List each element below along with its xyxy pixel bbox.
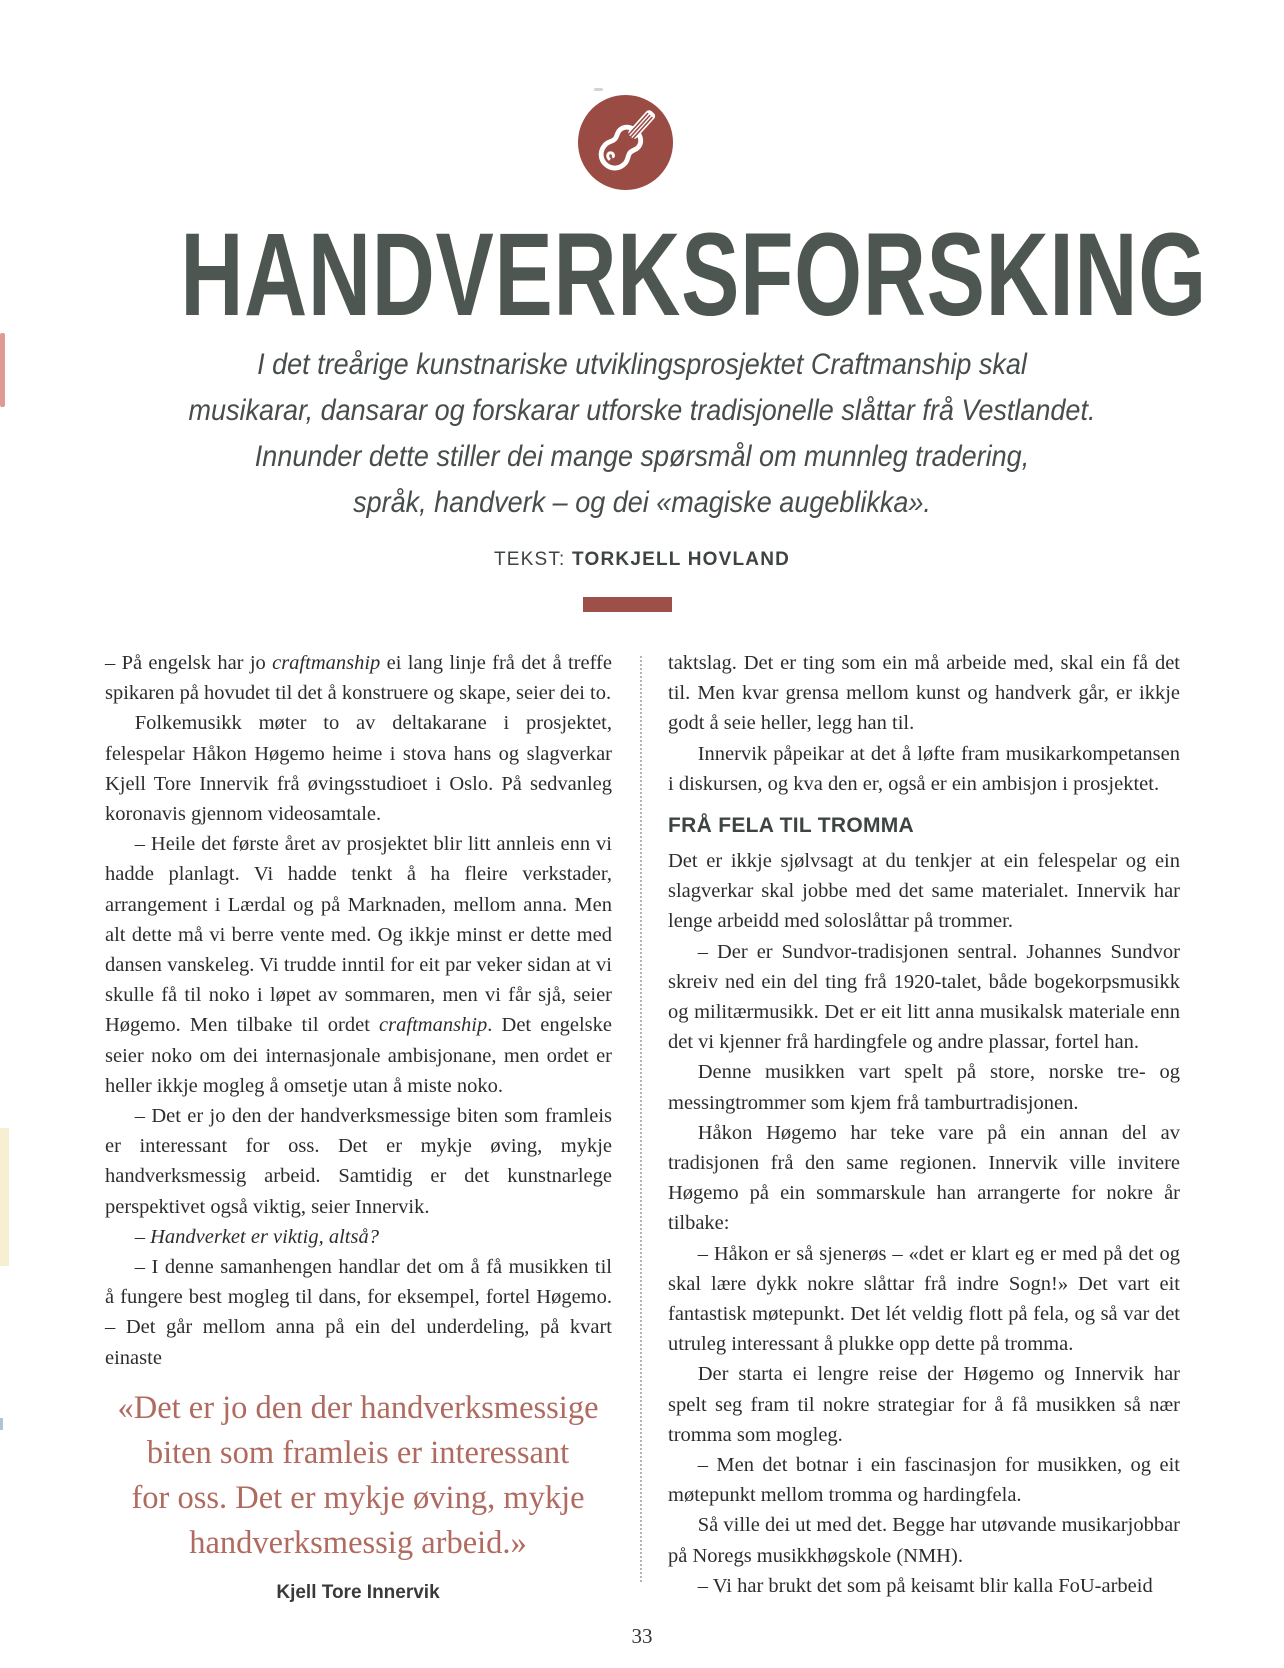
standfirst-line: I det treårige kunstnariske utviklingsprosjektet Craftmanship skal (257, 348, 1027, 381)
paragraph: taktslag. Det er ting som ein må arbeide med, skal ein få det til. Men kvar grensa mellom kunst og handverk går, er ikkje godt å seie heller, legg han til. (668, 652, 1180, 735)
fiddle-icon (577, 94, 674, 191)
article-title: HANDVERKSFORSKING (180, 209, 1207, 341)
section-heading: FRÅ FELA TIL TROMMA (668, 814, 915, 838)
scan-artifact-blue-mark (0, 1418, 3, 1430)
pull-quote-text (64, 1386, 652, 1566)
paragraph: Så ville dei ut med det. Begge har utøvande musikarjobbar på Noregs musikkhøgskole (NMH). (668, 1514, 1180, 1567)
paragraph: Innervik påpeikar at det å løfte fram musikarkompetansen i diskursen, og kva den er, også er ein ambisjon i prosjektet. (668, 742, 1180, 795)
paragraph: Folkemusikk møter to av deltakarane i prosjektet, felespelar Håkon Høgemo heime i stova hans og slagverkar Kjell Tore Innervik frå øvingsstudioet i Oslo. På sedvanleg koronavis gjennom videosamtale. (105, 712, 612, 826)
byline-label: TEKST: (493, 549, 566, 570)
standfirst-line: språk, handverk – og dei «magiske augeblikka». (353, 486, 931, 519)
paragraph: Denne musikken vart spelt på store, norske tre- og messingtrommer som kjem frå tamburtradisjonen. (668, 1061, 1180, 1114)
standfirst-line: Innunder dette stiller dei mange spørsmål om munnleg tradering, (254, 440, 1030, 473)
paragraph: – I denne samanhengen handlar det om å få musikken til å fungere best mogleg til dans, for eksempel, fortel Høgemo. – Det går mellom anna på ein del underdeling, på kvart einaste (105, 1256, 612, 1369)
paragraph: – Handverket er viktig, altså? (134, 1225, 379, 1248)
pull-quote-line: «Det er jo den der handverksmessige (117, 1390, 599, 1426)
byline-name: TORKJELL HOVLAND (572, 549, 791, 570)
pull-quote (64, 1386, 652, 1604)
paragraph: – Heile det første året av prosjektet blir litt annleis enn vi hadde planlagt. Vi hadde tenkt å ha fleire verkstader, arrangement i Lærdal og på Marknaden, mellom anna. Men alt dette må vi berre vente med. Og ikkje minst er dette med dansen vanskeleg. Vi trudde inntil for eit par veker sidan at vi skulle få til noko i løpet av sommaren, men vi får sjå, seier Høgemo. Men tilbake til ordet craftmanship. Det engelske seier noko om dei internasjonale ambisjonane, men ordet er heller ikkje mogleg å omsetje utan å miste noko. (105, 833, 612, 1097)
standfirst-line: musikarar, dansarar og forskarar utforske tradisjonelle slåttar frå Vestlandet. (188, 394, 1096, 427)
body-column-left (105, 648, 612, 1373)
paragraph: – Håkon er så sjenerøs – «det er klart eg er med på det og skal lære dykk nokre slåttar frå indre Sogn!» Det vart eit fantastisk møtepunkt. Det lét veldig flott på fela, og så var det utruleg interessant å plukke opp dette på tromma. (668, 1242, 1180, 1356)
page-number: 33 (631, 1624, 653, 1648)
section-logo (577, 94, 674, 191)
scan-artifact-cream-patch (0, 1128, 9, 1266)
paragraph: – Vi har brukt det som på keisamt blir kalla FoU-arbeid (697, 1574, 1153, 1597)
pull-quote-line: handverksmessig arbeid.» (189, 1525, 527, 1561)
byline (0, 549, 1284, 571)
paragraph: Håkon Høgemo har teke vare på ein annan del av tradisjonen frå den same regionen. Innervik ville invitere Høgemo på ein sommarskule han arrangerte for nokre år tilbake: (668, 1121, 1180, 1235)
standfirst (64, 342, 1220, 526)
paragraph: Det er ikkje sjølvsagt at du tenkjer at ein felespelar og ein slagverkar skal jobbe med det same materialet. Innervik har lenge arbeidd med soloslåttar på trommer. (668, 850, 1180, 933)
paragraph: Der starta ei lengre reise der Høgemo og Innervik har spelt seg fram til nokre strategiar for å få musikken så nær tromma som mogleg. (668, 1363, 1180, 1446)
paragraph: – Men det botnar i ein fascinasjon for musikken, og eit møtepunkt mellom tromma og hardingfela. (668, 1454, 1180, 1507)
pull-quote-attribution: Kjell Tore Innervik (276, 1582, 440, 1603)
pull-quote-line: for oss. Det er mykje øving, mykje (131, 1480, 585, 1516)
paragraph: – Det er jo den der handverksmessige biten som framleis er interessant for oss. Det er mykje øving, mykje handverksmessig arbeid. Samtidig er det kunstnarlege perspektivet også viktig, seier Innervik. (105, 1105, 612, 1218)
scan-artifact-speck (594, 88, 603, 91)
scan-artifact-red-strip (0, 333, 5, 407)
paragraph: – På engelsk har jo craftmanship ei lang linje frå det å treffe spikaren på hovudet til det å konstruere og skape, seier dei to. (105, 652, 612, 705)
pull-quote-line: biten som framleis er interessant (146, 1435, 570, 1471)
paragraph: – Der er Sundvor-tradisjonen sentral. Johannes Sundvor skreiv ned ein del ting frå 1920-talet, både bogekorpsmusikk og militærmusikk. Det er eit litt anna musikalsk materiale enn det vi kjenner frå hardingfele og andre plassar, fortel han. (668, 940, 1180, 1054)
title-divider-bar (583, 597, 672, 612)
body-column-right (668, 648, 1180, 1601)
